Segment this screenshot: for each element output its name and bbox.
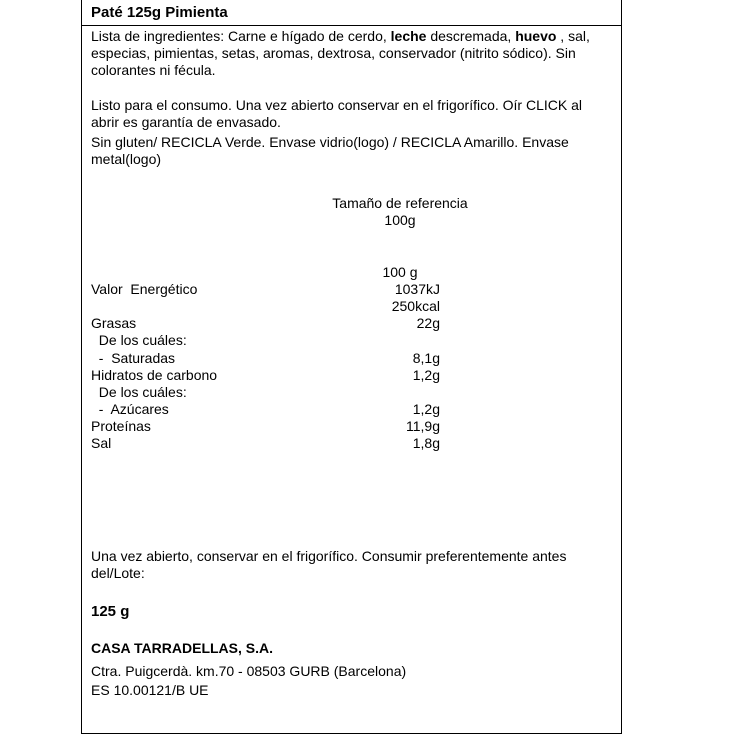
company-registry: ES 10.00121/B UE — [91, 682, 209, 698]
net-weight: 125 g — [91, 603, 130, 620]
ingredients-line-1: Lista de ingredientes: Carne e hígado de cerdo, leche descremada, huevo , sal, — [91, 28, 590, 44]
storage-line-2: abrir es garantía de envasado. — [91, 114, 281, 130]
nutrition-row-value: 1037kJ — [394, 281, 440, 297]
conservation-line-1: Una vez abierto, conservar en el frigorífico. Consumir preferentemente antes — [91, 548, 567, 564]
recycle-line-2: metal(logo) — [91, 151, 162, 167]
nutrition-row-label: - Azúcares — [91, 401, 169, 417]
nutrition-row-label: Hidratos de carbono — [91, 367, 218, 383]
ingredients-line-2: especias, pimientas, setas, aromas, dextrosa, conservador (nitrito sódico). Sin — [91, 45, 576, 61]
reference-size-value: 100g — [384, 212, 416, 228]
nutrition-row-label: Valor Energético — [91, 281, 198, 297]
nutrition-row-value: 11,9g — [406, 418, 440, 434]
conservation-line-2: del/Lote: — [91, 565, 145, 581]
nutrition-row-value: 1,2g — [412, 367, 440, 383]
recycle-line-1: Sin gluten/ RECICLA Verde. Envase vidrio(logo) / RECICLA Amarillo. Envase — [91, 134, 569, 150]
nutrition-row-label: Sal — [91, 435, 112, 451]
nutrition-row-label: Proteínas — [91, 418, 151, 434]
ingredients-line-3: colorantes ni fécula. — [91, 62, 216, 78]
nutrition-row-value: 8,1g — [412, 350, 440, 366]
nutrition-row-label: De los cuáles: — [91, 332, 187, 348]
storage-line-1: Listo para el consumo. Una vez abierto conservar en el frigorífico. Oír CLICK al — [91, 97, 582, 113]
nutrition-row-label: Grasas — [91, 315, 137, 331]
reference-size-label: Tamaño de referencia — [332, 195, 468, 211]
company-name: CASA TARRADELLAS, S.A. — [91, 640, 273, 656]
nutrition-row-value: 1,2g — [412, 401, 440, 417]
product-title: Paté 125g Pimienta — [91, 4, 228, 21]
nutrition-row-label: De los cuáles: — [91, 384, 187, 400]
allergen-egg: huevo — [515, 28, 557, 44]
nutrition-row-label: - Saturadas — [91, 350, 176, 366]
nutrition-row-value: 250kcal — [391, 298, 440, 314]
divider — [81, 25, 622, 26]
company-address: Ctra. Puigcerdà. km.70 - 08503 GURB (Barcelona) — [91, 663, 407, 679]
nutrition-column-header: 100 g — [382, 264, 418, 280]
allergen-milk: leche — [390, 28, 427, 44]
nutrition-row-value: 1,8g — [412, 435, 440, 451]
nutrition-row-value: 22g — [416, 315, 440, 331]
